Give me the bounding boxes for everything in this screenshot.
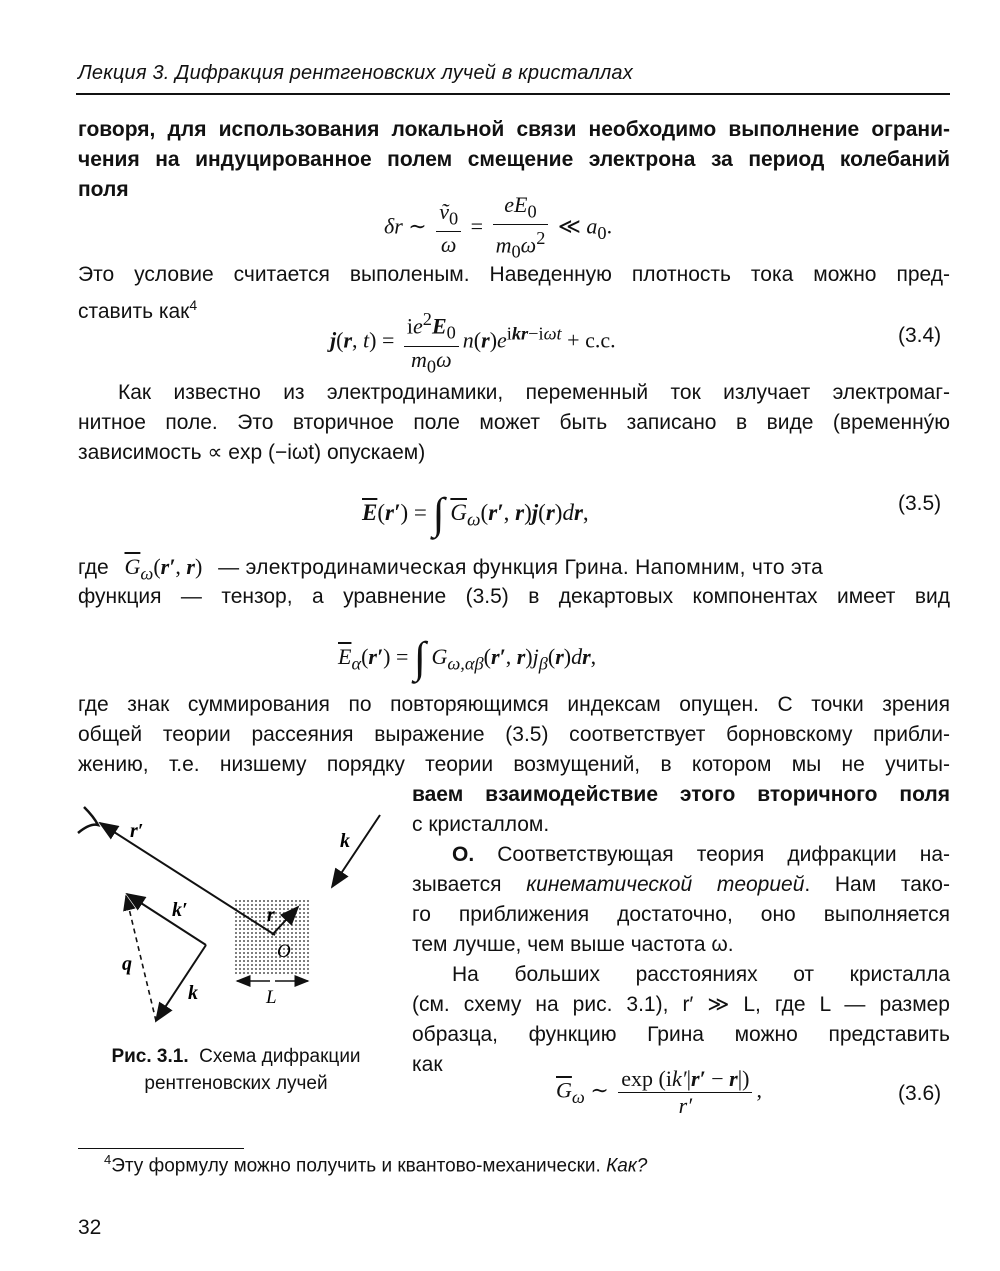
- equation-delta-r: δr ∼ $\frac{ṽ_0}{\omega}$ = $\frac{eE_0}{m_0\omega^2}$ ≪ $a_0$.: [384, 192, 613, 263]
- label-k: k: [340, 830, 350, 852]
- text-line: тем лучше, чем выше частота ω.: [412, 933, 734, 956]
- equation-secondary-field: $\overline{E}(r')$ = ∫ $\overline{G}_\omega(r'$, r)j(r)dr,: [362, 489, 589, 538]
- text-line: говоря, для использования локальной связи необходимо выполнение ограни-: [78, 118, 950, 141]
- equation-number: (3.6): [898, 1082, 942, 1105]
- text-line: Это условие считается выполеным. Наведенную плотность тока можно пред-: [78, 263, 950, 286]
- text-line: (см. схему на рис. 3.1), r′ ≫ L, где L — размер: [412, 993, 950, 1016]
- footnote-ref: 4: [189, 297, 198, 313]
- equation-components: $\overline{E}_\alpha(r')$ = ∫ $G_{\omega,\alpha\beta}(r'$, $r)j_\beta(r)dr$,: [338, 633, 597, 682]
- label-k-lower: k: [188, 982, 198, 1004]
- label-origin: O: [277, 941, 291, 962]
- equation-number: (3.5): [898, 492, 942, 515]
- text-line: функция — тензор, а уравнение (3.5) в декартовых компонентах имеет вид: [78, 585, 950, 608]
- text-line: нитное поле. Это вторичное поле может быть записано в виде (временну́ю: [78, 411, 950, 434]
- text-line: ставить как$^4$: [78, 297, 198, 323]
- label-k-prime: k′: [172, 899, 188, 921]
- text-line: го приближения достаточно, оно выполняется: [412, 903, 950, 926]
- label-length: L: [266, 987, 277, 1008]
- text-line: с кристаллом.: [412, 813, 550, 836]
- text-line: образца, функцию Грина можно представить: [412, 1023, 950, 1046]
- text-line: где знак суммирования по повторяющимся индексам опущен. С точки зрения: [78, 693, 950, 716]
- running-header: Лекция 3. Дифракция рентгеновских лучей в кристаллах: [78, 62, 633, 84]
- footnote: $^4$Эту формулу можно получить и квантово-механически. Как?: [104, 1152, 648, 1177]
- text-line: поля: [78, 178, 129, 201]
- equation-current-density: j(r, t) = $\frac{ie^2E_0}{m_0\omega}$ $n(r)e^{ikr-i\omega t} + c.c$.: [330, 306, 616, 379]
- text-line: На больших расстояниях от кристалла: [452, 963, 950, 986]
- footnote-rule: [78, 1148, 244, 1149]
- k-prime-arrow: [127, 894, 206, 945]
- diffraction-diagram: [70, 795, 400, 1040]
- text-line: где $\overline{G}_\omega(r'$, r) — электродинамическая функция Грина. Напомним, что эта: [78, 554, 824, 584]
- text-line: общей теории рассеяния выражение (3.5) соответствует борновскому прибли-: [78, 723, 950, 746]
- label-r: r: [267, 904, 275, 926]
- text-line: зывается кинематической теорией. Нам тако-: [412, 873, 950, 896]
- text-line: чения на индуцированное полем смещение электрона за период колебаний: [78, 148, 950, 171]
- text-line: ваем взаимодействие этого вторичного поля: [412, 783, 950, 806]
- page-number: 32: [78, 1216, 102, 1239]
- text-line: жению, т.е. низшему порядку теории возмущений, в котором мы не учиты-: [78, 753, 950, 776]
- header-rule: [76, 93, 950, 95]
- label-q: q: [122, 953, 132, 975]
- equation-green-asymptotic: $\overline{G}_\omega$ ∼ $\frac{\exp (ik'|r' - r|)}{r'}$ ,: [556, 1066, 762, 1118]
- text-line: как: [412, 1053, 443, 1076]
- figure-caption: Рис. 3.1. Схема дифракции рентгеновских лучей: [111, 1046, 361, 1094]
- k-arrow: [156, 945, 206, 1021]
- equation-number: (3.4): [898, 324, 942, 347]
- text-line: О. Соответствующая теория дифракции на-: [452, 843, 950, 866]
- label-r-prime: r′: [130, 820, 144, 842]
- detector-eye-icon: [78, 807, 98, 833]
- text-line: зависимость ∝ exp (−iωt) опускаем): [78, 441, 426, 464]
- text-line: Как известно из электродинамики, переменный ток излучает электромаг-: [118, 381, 950, 404]
